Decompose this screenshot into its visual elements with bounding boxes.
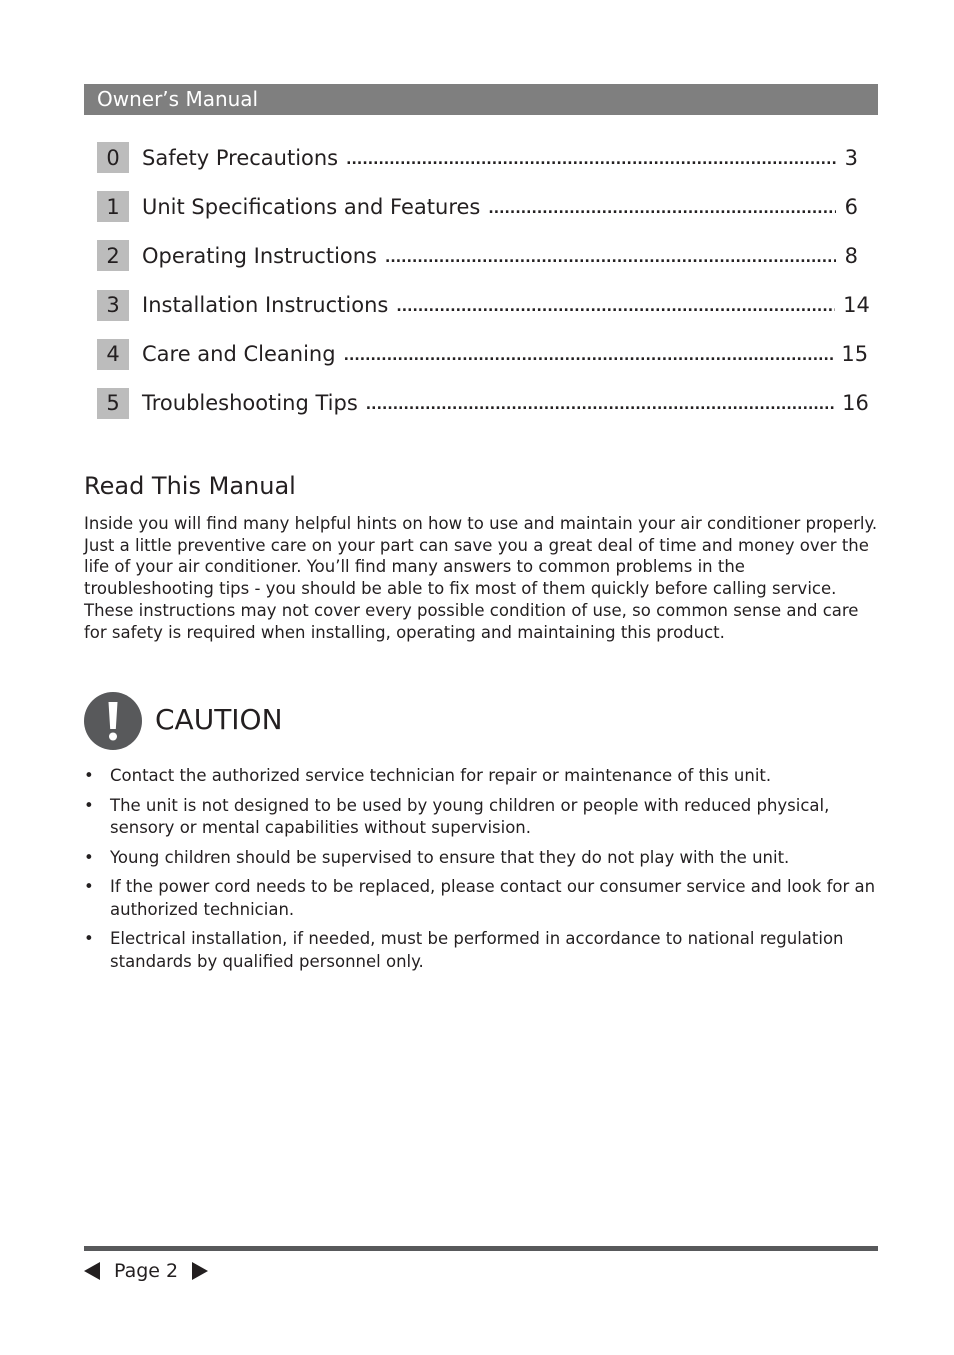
toc-entry[interactable] — [97, 240, 858, 271]
header-title: Owner’s Manual — [97, 87, 259, 111]
toc-number: 0 — [97, 142, 129, 173]
list-item-text: The unit is not designed to be used by young children or people with reduced physical, sensory or mental capabilities without supervision. — [110, 795, 830, 837]
toc-leader-dots — [366, 390, 834, 412]
toc-entry[interactable] — [97, 290, 870, 321]
toc-page-number: 6 — [844, 194, 858, 219]
caution-list — [84, 765, 878, 980]
toc-entry[interactable] — [97, 142, 858, 173]
list-item — [84, 795, 878, 840]
list-item — [84, 847, 878, 870]
read-manual-heading: Read This Manual — [84, 472, 296, 500]
toc-page-number: 8 — [844, 243, 858, 268]
list-item — [84, 765, 878, 788]
footer-divider — [84, 1246, 878, 1251]
bullet-icon: • — [84, 847, 94, 867]
caution-title: CAUTION — [155, 703, 283, 736]
toc-number: 1 — [97, 191, 129, 222]
header-bar — [84, 84, 878, 115]
bullet-icon: • — [84, 929, 94, 948]
toc-leader-dots — [344, 341, 834, 363]
toc-leader-dots — [346, 145, 836, 167]
toc-title: Operating Instructions — [142, 243, 377, 268]
toc-page-number: 15 — [841, 342, 869, 367]
page-footer — [84, 1258, 208, 1284]
toc-number: 2 — [97, 240, 129, 271]
list-item — [84, 928, 878, 973]
toc-title: Troubleshooting Tips — [142, 391, 358, 416]
exclamation-icon — [84, 692, 142, 750]
list-item-text: Electrical installation, if needed, must be performed in accordance to national regulation standards by qualified personnel only. — [110, 929, 844, 971]
toc-number: 5 — [97, 388, 129, 419]
toc-entry[interactable] — [97, 388, 869, 419]
list-item-text: If the power cord needs to be replaced, please contact our consumer service and look for an authorized technician. — [110, 877, 876, 919]
toc-entry[interactable] — [97, 339, 869, 370]
toc-number: 3 — [97, 290, 129, 321]
previous-page-icon[interactable] — [84, 1262, 100, 1280]
toc-entry[interactable] — [97, 191, 858, 222]
read-manual-body: Inside you will find many helpful hints on how to use and maintain your air conditioner properly. Just a little preventive care on your part can save you a great deal of time and money over the life of your air conditioner. You’ll find many answers to common problems in the troubleshooting tips - you should be able to fix most of them quickly before calling service. These instructions may not cover every possible condition of use, so common sense and care for safety is required when installing, operating and maintaining this product. — [84, 514, 878, 642]
toc-title: Care and Cleaning — [142, 342, 336, 367]
toc-page-number: 3 — [844, 145, 858, 170]
bullet-icon: • — [84, 795, 94, 815]
toc-leader-dots — [385, 243, 836, 265]
toc-title: Unit Specifications and Features — [142, 194, 481, 219]
toc-page-number: 16 — [842, 391, 869, 416]
toc-leader-dots — [396, 292, 835, 314]
table-of-contents — [97, 142, 870, 437]
list-item-text: Young children should be supervised to ensure that they do not play with the unit. — [110, 847, 790, 867]
toc-number: 4 — [97, 339, 129, 370]
bullet-icon: • — [84, 766, 94, 785]
list-item-text: Contact the authorized service technician for repair or maintenance of this unit. — [110, 766, 772, 785]
toc-title: Installation Instructions — [142, 293, 389, 318]
toc-page-number: 14 — [843, 293, 870, 318]
toc-title: Safety Precautions — [142, 145, 339, 170]
page-number: Page 2 — [114, 1260, 179, 1282]
list-item — [84, 876, 878, 921]
bullet-icon: • — [84, 877, 94, 896]
toc-leader-dots — [488, 194, 836, 216]
next-page-icon[interactable] — [192, 1262, 208, 1280]
